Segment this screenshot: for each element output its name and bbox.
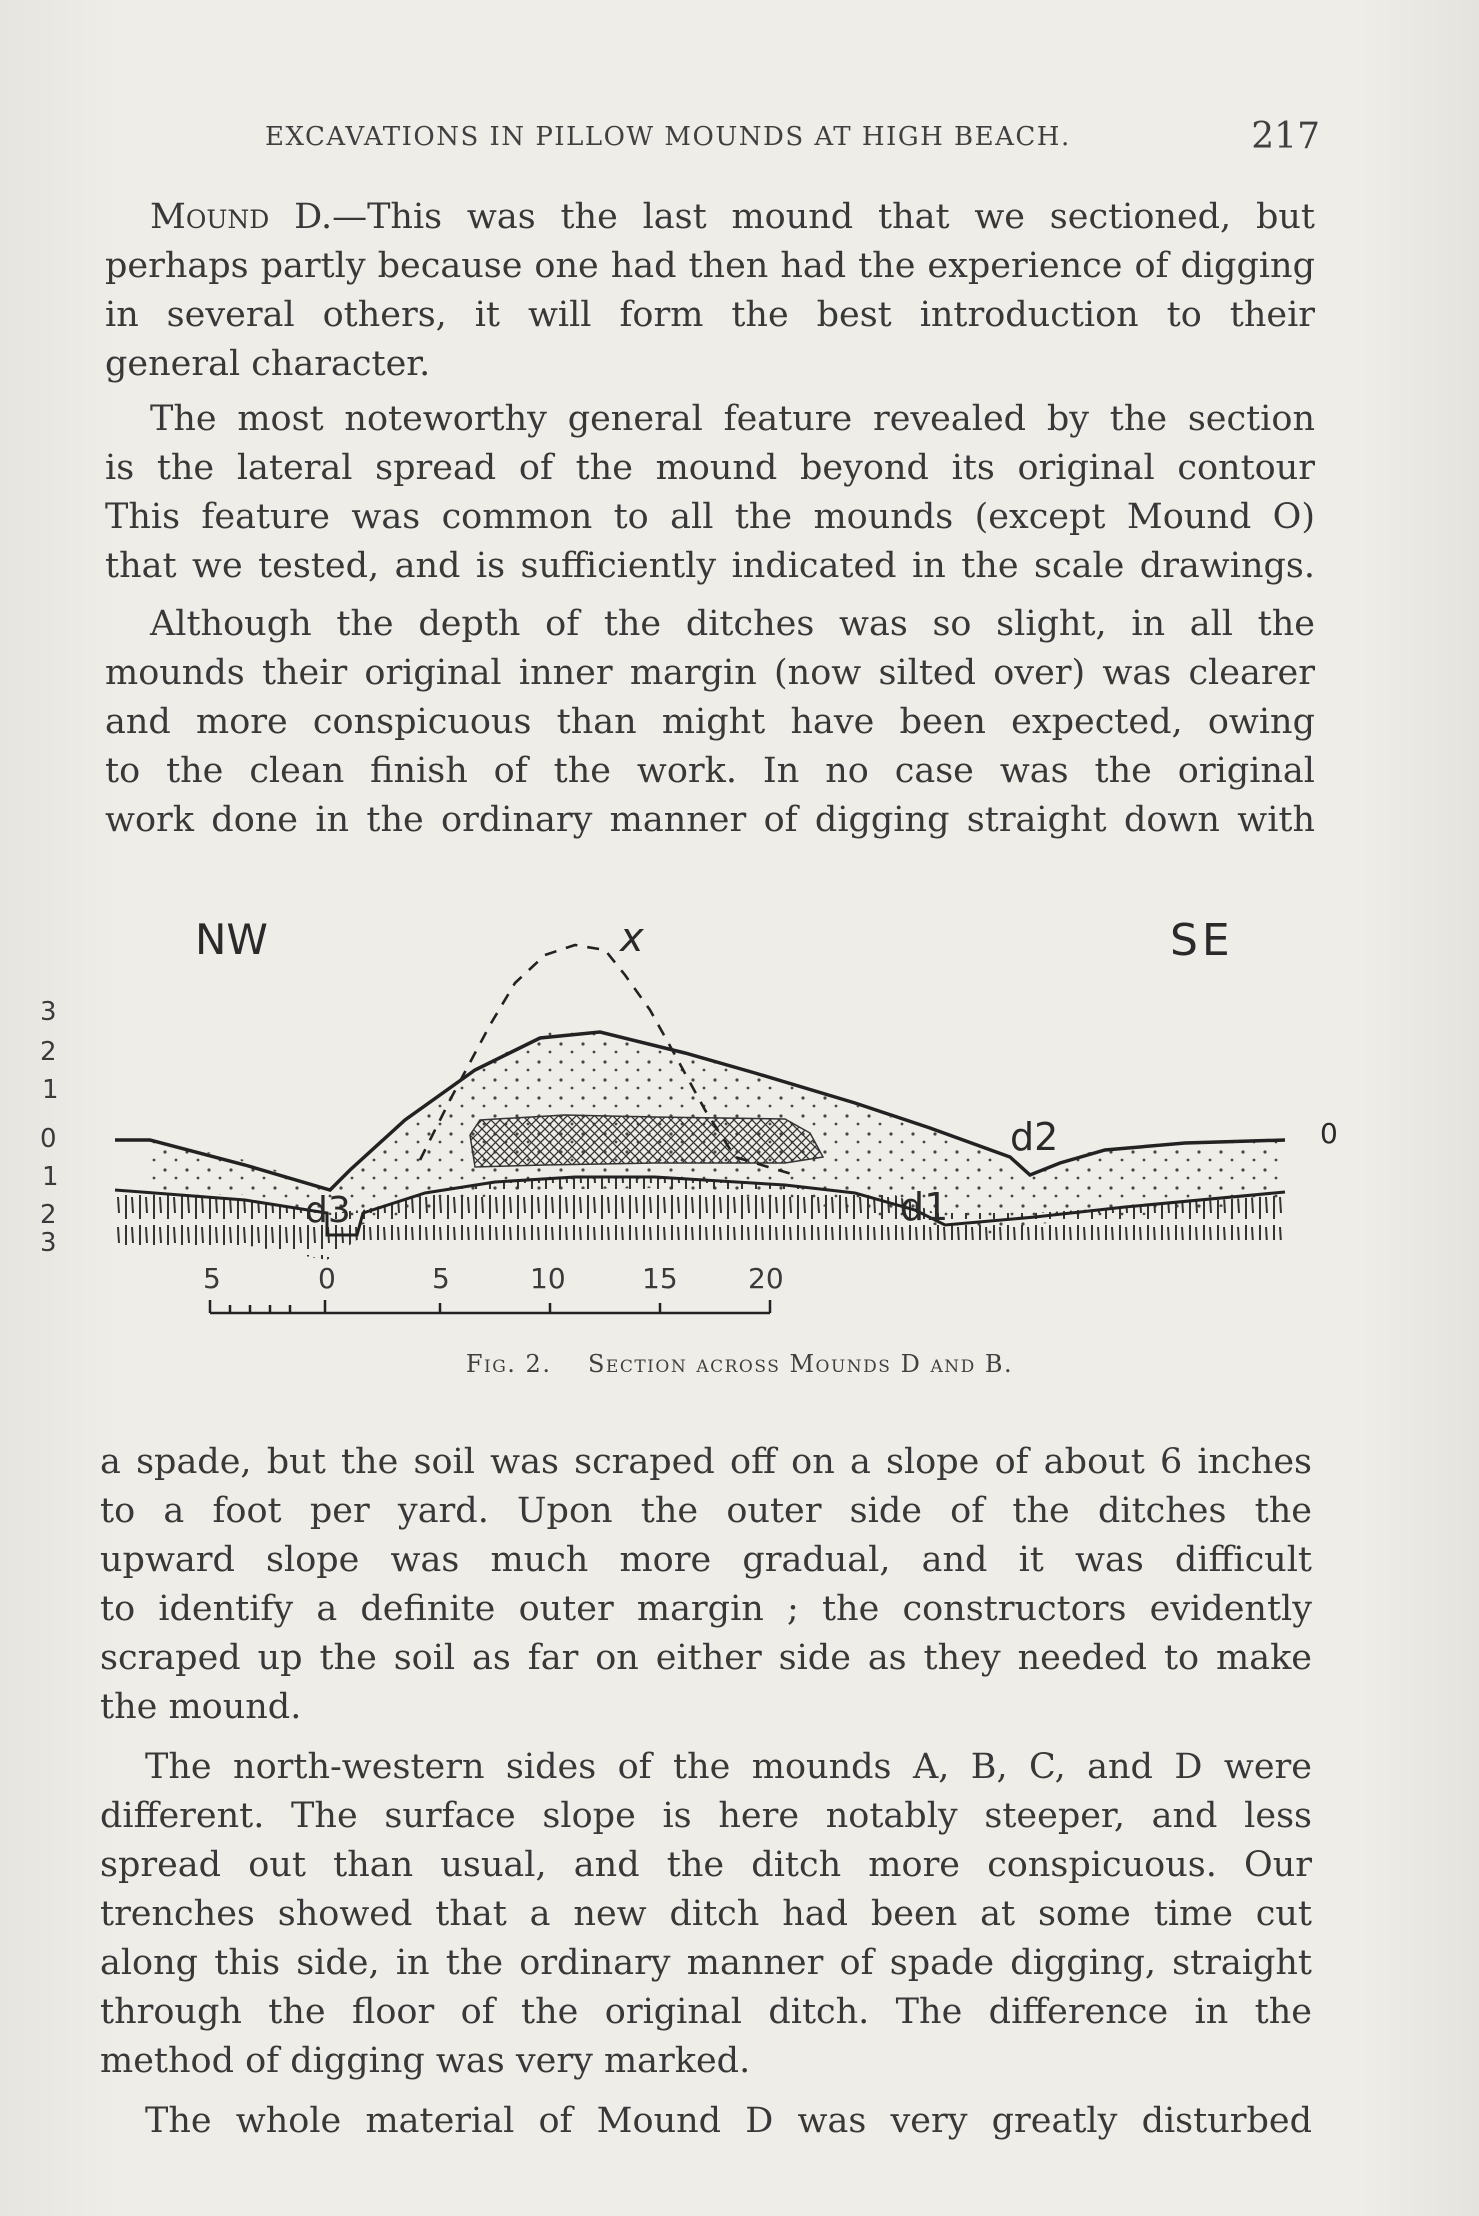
paragraph-mound-d-intro-end xyxy=(105,340,1315,389)
caption-title: Section across Mounds D and B. xyxy=(587,1350,1014,1378)
caption-figure-number: Fig. 2. xyxy=(465,1350,552,1378)
text-line: trenches showed that a new ditch had been at some time cut xyxy=(100,1894,1312,1934)
text-line: spread out than usual, and the ditch more conspicuous. Our xyxy=(100,1845,1312,1885)
label-nw: NW xyxy=(195,915,268,964)
text-line: Although the depth of the ditches was so slight, in all the xyxy=(150,604,1315,644)
text-line: to identify a definite outer margin ; the constructors evidently xyxy=(100,1589,1312,1629)
text-line: different. The surface slope is here notably steeper, and less xyxy=(100,1796,1312,1836)
text-line: work done in the ordinary manner of digging straight down with xyxy=(105,800,1315,840)
text-line: is the lateral spread of the mound beyond its original contour xyxy=(105,448,1315,488)
horizontal-scale-label: 0 xyxy=(318,1262,336,1295)
vertical-scale-label: 3 xyxy=(40,997,57,1027)
paragraph-lateral-spread xyxy=(105,444,1315,591)
text-line: to the clean finish of the work. In no case was the original xyxy=(105,751,1315,791)
text-line: upward slope was much more gradual, and it was difficult xyxy=(100,1540,1312,1580)
vertical-scale-label: 1 xyxy=(42,1075,59,1105)
run-in-heading: Mound xyxy=(150,197,270,237)
text-line: to a foot per yard. Upon the outer side of the ditches the xyxy=(100,1491,1312,1531)
paragraph-spade xyxy=(100,1438,1312,1683)
page-number: 217 xyxy=(1251,116,1320,157)
text-line: and more conspicuous than might have been expected, owing xyxy=(105,702,1315,742)
horizontal-scale-label: 10 xyxy=(530,1262,566,1295)
text-line: The north-western sides of the mounds A, B, C, and D were xyxy=(145,1747,1312,1787)
paragraph-whole-material xyxy=(145,2097,1312,2146)
figure-caption xyxy=(0,1350,1479,1378)
label-right-zero: 0 xyxy=(1320,1117,1338,1150)
horizontal-scale-label: 15 xyxy=(642,1262,678,1295)
vertical-scale-label: 2 xyxy=(40,1200,57,1230)
label-d3: d3 xyxy=(305,1190,351,1231)
horizontal-scale-label: 5 xyxy=(203,1262,221,1295)
hatched-core xyxy=(470,1115,823,1167)
text-line: along this side, in the ordinary manner of spade digging, straight xyxy=(100,1943,1312,1983)
text-line: in several others, it will form the best introduction to their xyxy=(105,295,1315,335)
text-line: general character. xyxy=(105,344,431,384)
vertical-scale-label: 0 xyxy=(40,1124,57,1154)
label-d1: d1 xyxy=(900,1185,949,1229)
text-line: The most noteworthy general feature revealed by the section xyxy=(150,399,1315,439)
paragraph-ditches-first xyxy=(150,600,1315,649)
paragraph-north-western xyxy=(100,1792,1312,2037)
text-line: This feature was common to all the mounds (except Mound O) xyxy=(105,497,1315,537)
text-line: method of digging was very marked. xyxy=(100,2041,751,2081)
label-x: x xyxy=(620,915,644,961)
text-line: that we tested, and is sufficiently indicated in the scale drawings. xyxy=(105,546,1315,586)
paragraph-north-western-end xyxy=(100,2037,1312,2086)
vertical-scale-label: 1 xyxy=(42,1162,59,1192)
paragraph-spade-end xyxy=(100,1683,1312,1732)
vertical-scale-label: 2 xyxy=(40,1037,57,1067)
horizontal-scale-label: 5 xyxy=(432,1262,450,1295)
vertical-scale-label: 3 xyxy=(40,1228,57,1258)
text-line: perhaps partly because one had then had the experience of digging xyxy=(105,246,1315,286)
paragraph-lateral-spread-first xyxy=(150,395,1315,444)
text-line: scraped up the soil as far on either side as they needed to make xyxy=(100,1638,1312,1678)
horizontal-scale-label: 20 xyxy=(748,1262,784,1295)
text-line: The whole material of Mound D was very greatly disturbed xyxy=(145,2101,1312,2141)
paragraph-ditches xyxy=(105,649,1315,845)
paragraph-mound-d-intro-first-line xyxy=(150,193,1315,242)
text-line: through the floor of the original ditch. The difference in the xyxy=(100,1992,1312,2032)
text-line: the mound. xyxy=(100,1687,302,1727)
running-head xyxy=(265,116,1320,157)
paragraph-north-western-first xyxy=(145,1743,1312,1792)
text-line: a spade, but the soil was scraped off on a slope of about 6 inches xyxy=(100,1442,1312,1482)
label-d2: d2 xyxy=(1010,1115,1059,1159)
running-title: EXCAVATIONS IN PILLOW MOUNDS AT HIGH BEACH. xyxy=(265,122,1071,152)
text-line: mounds their original inner margin (now silted over) was clearer xyxy=(105,653,1315,693)
text-line: D.—This was the last mound that we sectioned, but xyxy=(294,197,1315,237)
label-se: SE xyxy=(1170,915,1234,966)
paragraph-mound-d-intro xyxy=(105,242,1315,340)
